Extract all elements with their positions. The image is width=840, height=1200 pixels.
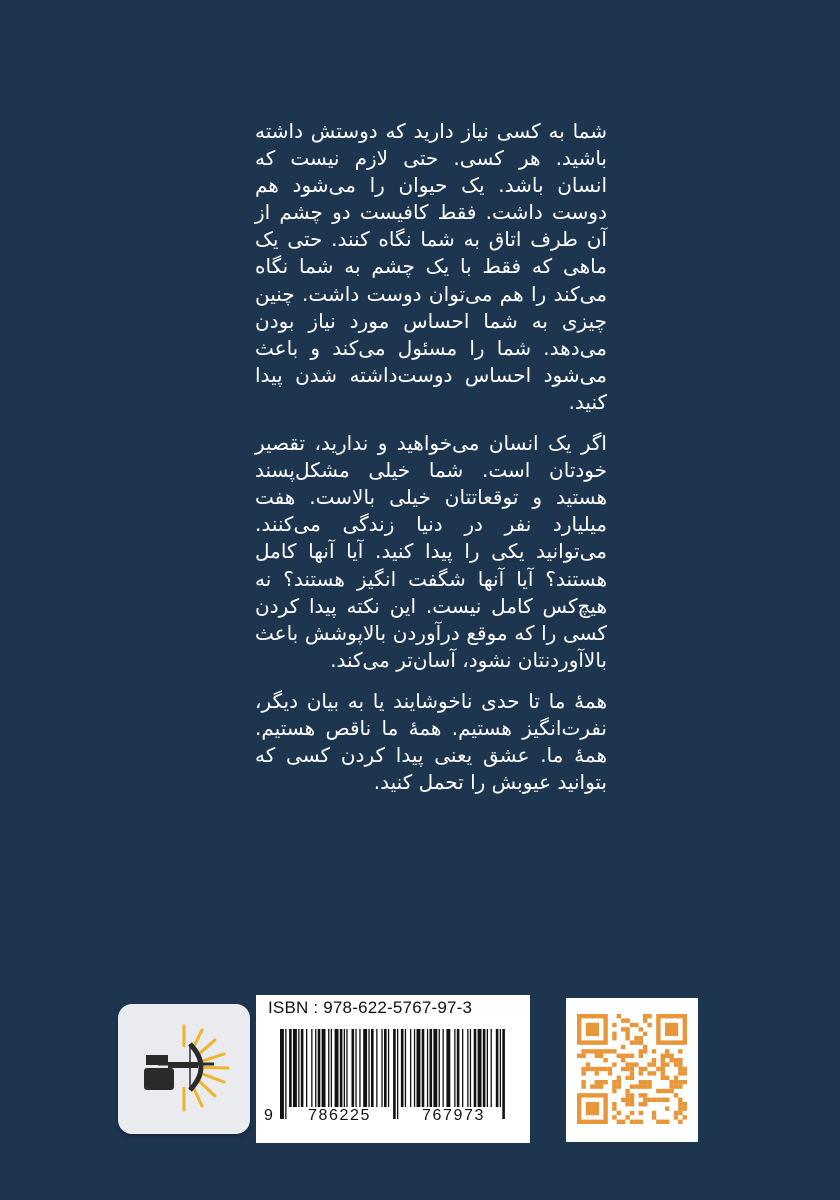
blurb-paragraph-2: اگر یک انسان می‌خواهید و ندارید، تقصیر خودتان است. شما خیلی مشکل‌پسند هستید و توقعاتتان خیلی بالاست. هفت میلیارد نفر در دنیا زندگی می‌کنند. می‌توانید یکی را پیدا کنید. آیا آنها کامل هستند؟ آیا آنها شگفت انگیز هستند؟ نه هیچ‌کس کامل نیست. این نکته پیدا کردن کسی را که موقع درآوردن بالاپوشش باعث بالاآوردنتان نشود، آسان‌تر می‌کند. [255,431,607,672]
archer-sun-logo-icon [118,1004,250,1134]
blurb-text [255,118,607,810]
qr-code [566,998,698,1142]
publisher-logo [118,1004,250,1134]
barcode-right-digits: 767973 [422,1107,485,1124]
blurb-paragraph-3: همهٔ ما تا حدی ناخوشایند یا به بیان دیگر، نفرت‌انگیز هستیم. همهٔ ما ناقص هستیم. همهٔ ما. عشق یعنی پیدا کردن کسی که بتوانید عیوبش را تحمل کنید. [255,688,607,795]
barcode [256,995,530,1143]
barcode-first-digit: 9 [264,1107,273,1124]
barcode-block [256,995,530,1143]
qr-code-icon [566,998,698,1142]
blurb-paragraph-1: شما به کسی نیاز دارید که دوستش داشته باشید. هر کسی. حتی لازم نیست که انسان باشد. یک حیوان را می‌شود هم دوست داشت. فقط کافیست دو چشم از آن طرف اتاق به شما نگاه کنند. حتی یک ماهی که فقط با یک چشم به شما نگاه می‌کند را هم می‌توان دوست داشت. چنین چیزی به شما احساس مورد نیاز بودن می‌دهد. شما را مسئول می‌کند و باعث می‌شود احساس دوست‌داشته شدن پیدا کنید. [255,119,607,414]
barcode-left-digits: 786225 [308,1107,371,1124]
isbn-label: ISBN : 978-622-5767-97-3 [268,998,473,1017]
